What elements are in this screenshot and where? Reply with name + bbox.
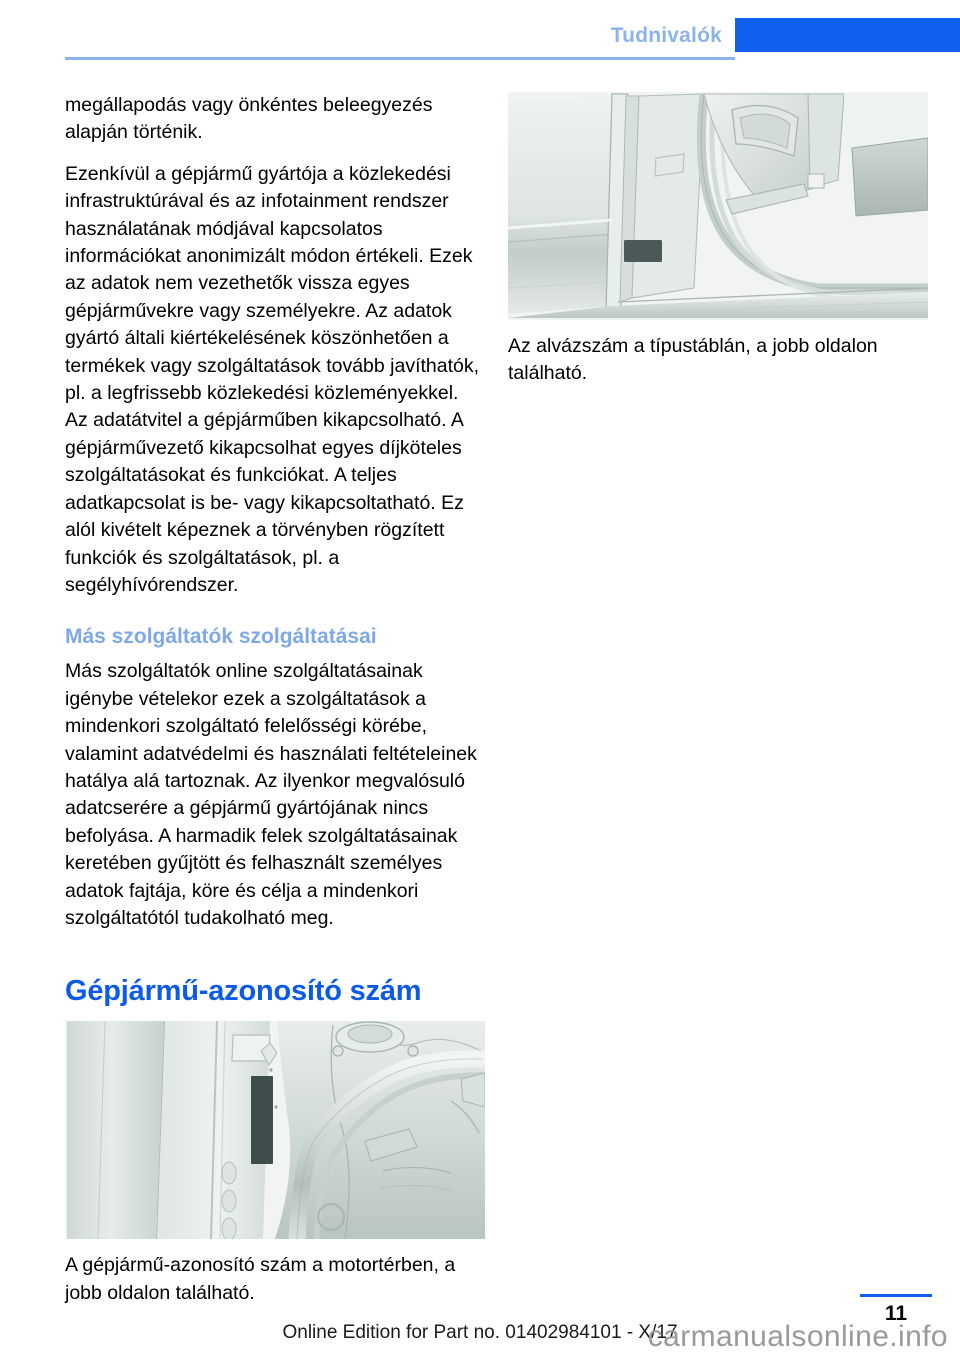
paragraph-other-providers: Más szolgáltatók online szolgáltatásainak igénybe vételekor ezek a szolgáltatások a mindenkori szolgáltató felelősségi körébe, valamint adatvédelmi és használati feltételeinek hatálya alá tartoznak. Az ilyenkor megvalósuló adatcserére a gépjármű gyártójának nincs befolyása. A harmadik felek szolgáltatásainak keretében gyűjtött és felhasznált személyes adatok fajtája, köre és célja a mindenkori szolgáltatótól tudakolható meg. <box>65 660 477 929</box>
edition-notice: Online Edition for Part no. 01402984101 - X/17 <box>282 1322 678 1343</box>
page-footer <box>0 1282 960 1362</box>
engine-bay-vin-plate-illustration <box>65 1021 485 1239</box>
caption-engine-bay: A gépjármű-azonosító szám a motortérben, a jobb oldalon található. <box>65 1254 456 1304</box>
site-watermark: carmanualsonline.info <box>647 1320 948 1353</box>
right-column <box>508 92 928 388</box>
page-number-rule <box>860 1294 932 1297</box>
door-sill-type-plate-illustration <box>508 92 928 320</box>
page-number: 11 <box>884 1302 908 1325</box>
paragraph-manufacturer-data: Ezenkívül a gépjármű gyártója a közlekedési infrastruktúrával és az infotainment rendszer használatának módjával kapcsolatos információkat anonimizált módon értékeli. Ezek az adatok nem vezethetők vissza egyes gépjárművekre vagy személyekre. Az adatok gyártó általi kiértékelésének köszönhetően a termékek vagy szolgáltatások tovább javíthatók, pl. a legfrissebb közlekedési közleményekkel. Az adatátvitel a gépjárműben kikapcsolható. A gépjárművezető kikapcsolhat egyes díjköteles szolgáltatásokat és funkciókat. A teljes adatkapcsolat is be- vagy kikapcsoltatható. Ez alól kivételt képeznek a törvényben rögzített funkciók és szolgáltatások, pl. a segélyhívórendszer. <box>65 162 480 596</box>
type-plate <box>624 240 662 262</box>
sub-heading-other-providers: Más szolgáltatók szolgáltatásai <box>65 625 377 649</box>
page-header-title: Tudnivalók <box>610 24 722 47</box>
vin-plate <box>251 1076 273 1164</box>
engine-bay-figure-svg <box>65 1021 485 1239</box>
door-sill-figure-svg <box>508 92 928 320</box>
left-column <box>65 92 485 1307</box>
paragraph-intro-continued: megállapodás vagy önkéntes beleegyezés alapján történik. <box>65 94 433 144</box>
header-accent-block <box>735 18 960 52</box>
page-header <box>0 0 960 62</box>
header-divider-rule <box>65 57 735 60</box>
page-title-vin: Gépjármű-azonosító szám <box>65 975 422 1008</box>
caption-door-sill: Az alvázszám a típustáblán, a jobb oldalon található. <box>508 335 878 385</box>
